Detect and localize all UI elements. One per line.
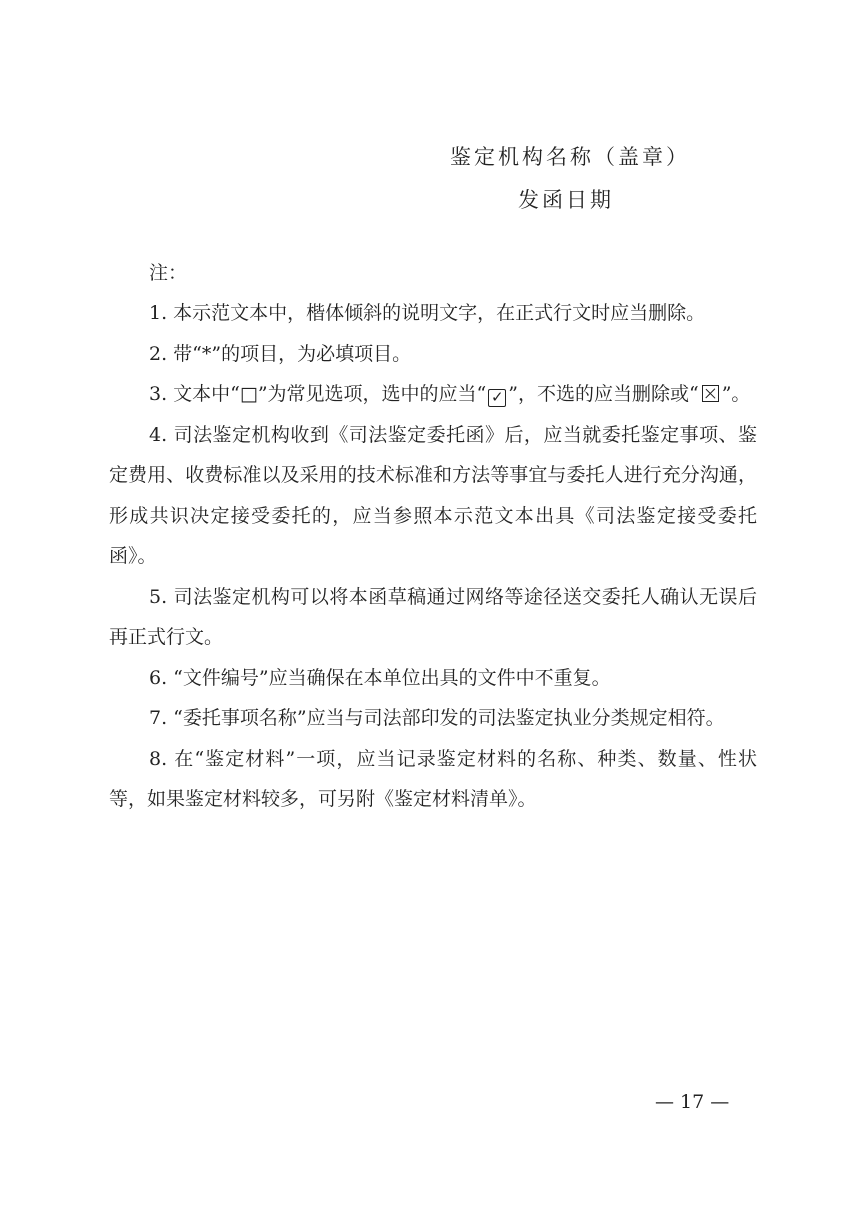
note-item-1: 1. 本示范文本中，楷体倾斜的说明文字，在正式行文时应当删除。 [149,302,706,324]
checked-box-icon: ✓ [488,389,506,407]
note-3-text-part2: ”，不选的应当删除或“ [508,383,699,405]
note-item-8: 8. 在“鉴定材料”一项，应当记录鉴定材料的名称、种类、数量、性状等，如果鉴定材料较多，可另附《鉴定材料清单》。 [109,747,757,810]
note-item-6: 6. “文件编号”应当确保在本单位出具的文件中不重复。 [149,666,611,689]
note-3-text-part1: 3. 文本中“□”为常见选项，选中的应当“ [149,383,487,405]
note-item-2: 2. 带“*”的项目，为必填项目。 [149,342,412,365]
note-item-4: 4. 司法鉴定机构收到《司法鉴定委托函》后，应当就委托鉴定事项、鉴定费用、收费标准以及采用的技术标准和方法等事宜与委托人进行充分沟通，形成共识决定接受委托的，应当参照本示范文本出具《司法鉴定接受委托函》。 [109,423,757,567]
note-item-5: 5. 司法鉴定机构可以将本函草稿通过网络等途径送交委托人确认无误后再正式行文。 [109,585,757,648]
note-3-text-part3: ”。 [721,383,751,405]
note-item-3 [109,374,757,415]
notes-label: 注： [149,262,188,284]
notes-list [109,293,757,820]
crossed-box-icon [702,385,719,402]
issuing-organization-seal-line: 鉴定机构名称（盖章） [450,145,690,169]
issue-date-line: 发函日期 [518,188,614,212]
page-number: — 17 — [655,1091,730,1113]
note-item-7: 7. “委托事项名称”应当与司法部印发的司法鉴定执业分类规定相符。 [149,707,725,729]
